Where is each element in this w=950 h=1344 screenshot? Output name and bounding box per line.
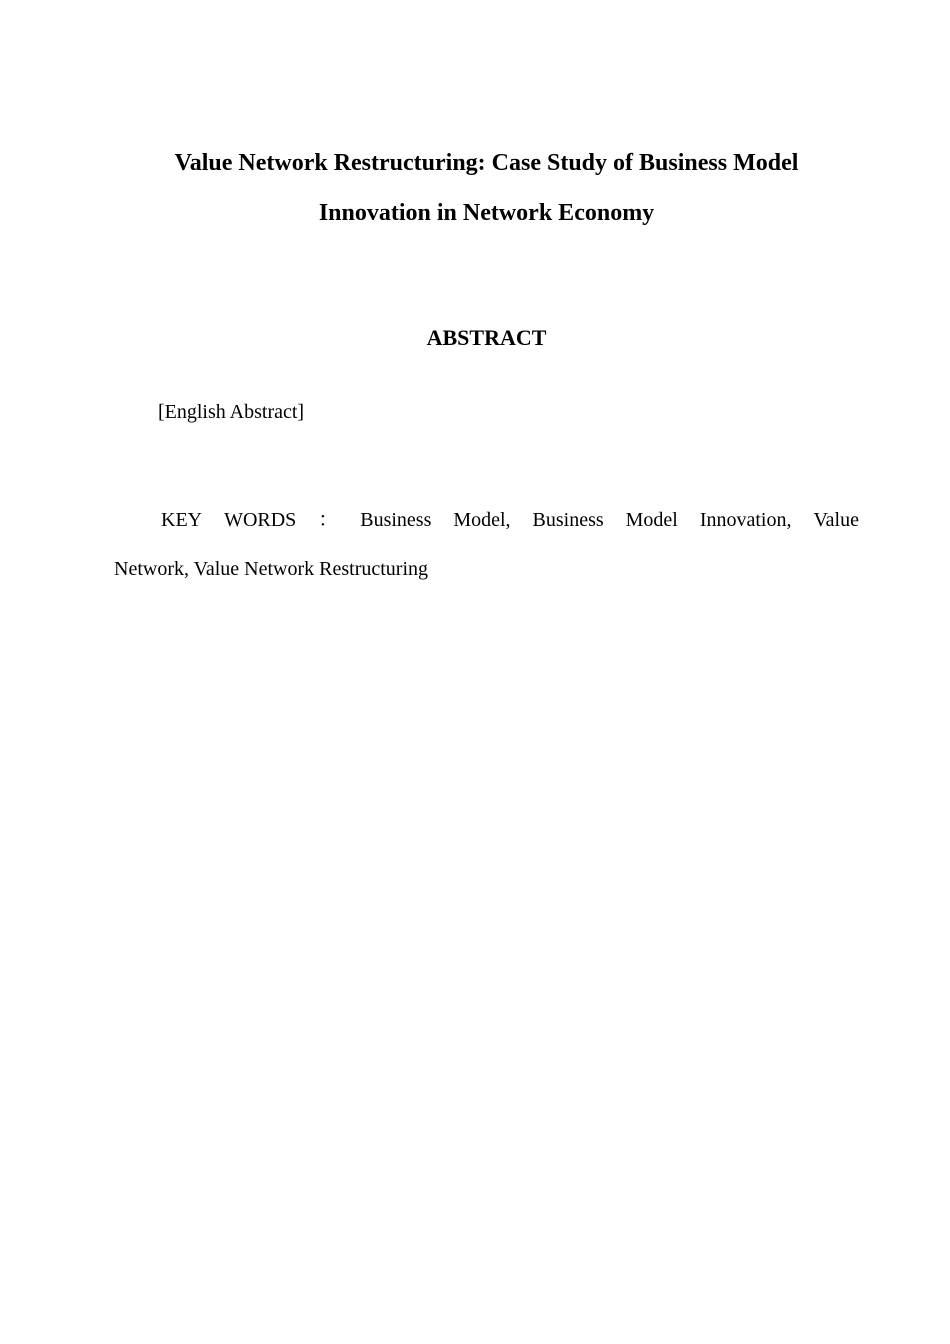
keyword-word: Business [360, 509, 432, 531]
title-line-1: Value Network Restructuring: Case Study of Business Model [174, 150, 799, 176]
keyword-word: Business [532, 509, 604, 531]
keywords-first-line [114, 496, 859, 545]
abstract-heading: ABSTRACT [426, 325, 547, 350]
title-line-2: Innovation in Network Economy [318, 200, 655, 226]
keyword-word: Innovation, [699, 509, 792, 531]
keyword-word: Model [625, 509, 678, 531]
keywords-label-words: WORDS [224, 509, 297, 531]
keywords-label-key: KEY [161, 509, 203, 531]
paper-title [114, 138, 859, 238]
keywords-separator: ： [318, 509, 339, 531]
keyword-word: Value [813, 509, 859, 531]
keywords-paragraph [114, 496, 859, 594]
keywords-second-line: Network, Value Network Restructuring [114, 558, 429, 580]
abstract-body: [English Abstract] [158, 401, 305, 423]
keyword-word: Model, [453, 509, 511, 531]
